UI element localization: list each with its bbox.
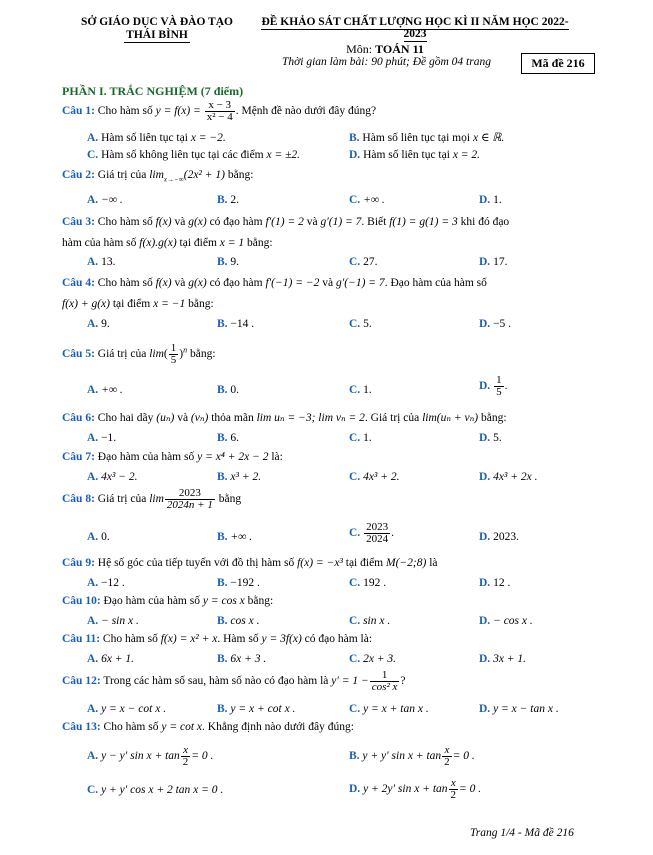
question-2-option-d[interactable]: D. 1.: [479, 194, 502, 206]
page-footer: Trang 1/4 - Mã đề 216: [470, 827, 574, 839]
question-4-option-d[interactable]: D. −5 .: [479, 318, 512, 330]
question-6-option-d[interactable]: D. 5.: [479, 432, 502, 444]
question-8-option-a[interactable]: A. 0.: [87, 531, 110, 543]
question-3-option-c[interactable]: C. 27.: [349, 256, 378, 268]
question-7-option-a[interactable]: A. 4x³ − 2.: [87, 471, 138, 483]
question-12-option-a[interactable]: A. y = x − cot x .: [87, 703, 167, 715]
question-13-option-b[interactable]: B. y + y′ sin x + tan $\frac{x}{2}$ = 0 .: [349, 744, 475, 768]
question-8-option-c[interactable]: C. $\frac{2023}{2024}$ .: [349, 521, 394, 545]
question-13-option-a[interactable]: A. y − y′ sin x + tan $\frac{x}{2}$ = 0 .: [87, 744, 214, 768]
question-5: Câu 5: Giá trị của lim( $\frac{1}{5}$ )$^n$ bằng:: [62, 342, 216, 366]
question-11-option-d[interactable]: D. 3x + 1.: [479, 653, 527, 665]
exam-title: ĐỀ KHẢO SÁT CHẤT LƯỢNG HỌC KÌ II NĂM HỌC 2022-2023: [261, 16, 569, 40]
question-8-option-b[interactable]: B. +∞ .: [217, 531, 253, 543]
question-10-option-c[interactable]: C. sin x .: [349, 615, 391, 627]
question-12: Câu 12: Trong các hàm số sau, hàm số nào có đạo hàm là y′ = 1 − $\frac{1}{\text{cos² x}}$ ?: [62, 669, 406, 693]
question-10-option-a[interactable]: A. − sin x .: [87, 615, 139, 627]
org-line-1: SỞ GIÁO DỤC VÀ ĐÀO TẠO: [81, 16, 233, 28]
question-11-option-b[interactable]: B. 6x + 3 .: [217, 653, 267, 665]
question-13-option-d[interactable]: D. y + 2y′ sin x + tan $\frac{x}{2}$ = 0 .: [349, 777, 482, 801]
question-3: Câu 3: Cho hàm số f(x) và g(x) có đạo hàm f′(1) = 2 và g′(1) = 7. Biết f(1) = g(1) = 3 khi đó đạo hàm của hàm số f(x).g(x) tại điểm x = 1 bằng:: [62, 216, 510, 249]
question-4-option-b[interactable]: B. −14 .: [217, 318, 255, 330]
question-7: Câu 7: Đạo hàm của hàm số y = x⁴ + 2x − 2 là:: [62, 451, 283, 463]
question-9-option-b[interactable]: B. −192 .: [217, 577, 260, 589]
org-line-2: THÁI BÌNH: [126, 29, 188, 41]
question-2: Câu 2: Giá trị của $\lim_{x\to-\infty}(2x^2 + 1)$ bằng:: [62, 169, 254, 184]
question-10-option-b[interactable]: B. cos x .: [217, 615, 260, 627]
question-5-option-b[interactable]: B. 0.: [217, 384, 240, 396]
question-5-option-a[interactable]: A. +∞ .: [87, 384, 123, 396]
question-3-option-b[interactable]: B. 9.: [217, 256, 240, 268]
subject-line: Môn: TOÁN 11: [346, 42, 424, 56]
question-9-option-c[interactable]: C. 192 .: [349, 577, 387, 589]
question-1-option-b[interactable]: B. Hàm số liên tục tại mọi x ∈ ℝ.: [349, 132, 505, 144]
part-title: PHẦN I. TRẮC NGHIỆM (7 điểm): [62, 84, 244, 98]
question-4-option-c[interactable]: C. 5.: [349, 318, 372, 330]
question-12-option-b[interactable]: B. y = x + cot x .: [217, 703, 296, 715]
question-1-option-c[interactable]: C. Hàm số không liên tục tại các điểm x = ±2.: [87, 149, 301, 161]
question-9-option-a[interactable]: A. −12 .: [87, 577, 125, 589]
question-6-option-a[interactable]: A. −1.: [87, 432, 117, 444]
question-1-option-d[interactable]: D. Hàm số liên tục tại x = 2.: [349, 149, 481, 161]
question-9: Câu 9: Hệ số góc của tiếp tuyến với đồ thị hàm số f(x) = −x³ tại điểm M(−2;8) là: [62, 557, 438, 569]
question-3-option-a[interactable]: A. 13.: [87, 256, 116, 268]
question-9-option-d[interactable]: D. 12 .: [479, 577, 511, 589]
question-4-option-a[interactable]: A. 9.: [87, 318, 110, 330]
question-8: Câu 8: Giá trị của lim $\frac{2023}{2024n + 1}$ bằng: [62, 487, 242, 511]
question-6: Câu 6: Cho hai dãy (uₙ) và (vₙ) thỏa mãn lim uₙ = −3; lim vₙ = 2. Giá trị của lim(uₙ + vₙ) bằng:: [62, 412, 507, 424]
question-7-option-d[interactable]: D. 4x³ + 2x .: [479, 471, 538, 483]
question-8-option-d[interactable]: D. 2023.: [479, 531, 519, 543]
exam-code-box: Mã đề 216: [521, 53, 595, 74]
question-12-option-d[interactable]: D. y = x − tan x .: [479, 703, 559, 715]
question-2-option-a[interactable]: A. −∞ .: [87, 194, 123, 206]
question-12-option-c[interactable]: C. y = x + tan x .: [349, 703, 429, 715]
question-5-option-c[interactable]: C. 1.: [349, 384, 372, 396]
organization-header: [62, 16, 252, 43]
question-13: Câu 13: Cho hàm số y = cot x. Khẳng định nào dưới đây đúng:: [62, 721, 354, 733]
question-11: Câu 11: Cho hàm số f(x) = x² + x. Hàm số y = 3f(x) có đạo hàm là:: [62, 633, 373, 645]
question-3-option-d[interactable]: D. 17.: [479, 256, 508, 268]
question-4: Câu 4: Cho hàm số f(x) và g(x) có đạo hàm f′(−1) = −2 và g′(−1) = 7. Đạo hàm của hàm số f(x) + g(x) tại điểm x = −1 bằng:: [62, 277, 487, 310]
question-10: Câu 10: Đạo hàm của hàm số y = cos x bằng:: [62, 595, 274, 607]
question-11-option-c[interactable]: C. 2x + 3.: [349, 653, 397, 665]
question-6-option-c[interactable]: C. 1.: [349, 432, 372, 444]
question-13-option-c[interactable]: C. y + y′ cos x + 2 tan x = 0 .: [87, 784, 224, 796]
question-2-option-b[interactable]: B. 2.: [217, 194, 240, 206]
question-7-option-b[interactable]: B. x³ + 2.: [217, 471, 262, 483]
question-2-option-c[interactable]: C. +∞ .: [349, 194, 385, 206]
time-info: Thời gian làm bài: 90 phút; Đề gồm 04 trang: [282, 56, 491, 68]
question-1-option-a[interactable]: A. Hàm số liên tục tại x = −2.: [87, 132, 226, 144]
question-6-option-b[interactable]: B. 6.: [217, 432, 240, 444]
question-7-option-c[interactable]: C. 4x³ + 2.: [349, 471, 400, 483]
subject-name: TOÁN 11: [375, 42, 424, 56]
question-1: Câu 1: Cho hàm số y = f(x) = $\frac{x - 3}{\text{x² − 4}}$ . Mệnh đề nào dưới đây đúng?: [62, 99, 377, 123]
question-10-option-d[interactable]: D. − cos x .: [479, 615, 533, 627]
question-11-option-a[interactable]: A. 6x + 1.: [87, 653, 135, 665]
question-5-option-d[interactable]: D. $\frac{1}{5}$ .: [479, 374, 508, 398]
